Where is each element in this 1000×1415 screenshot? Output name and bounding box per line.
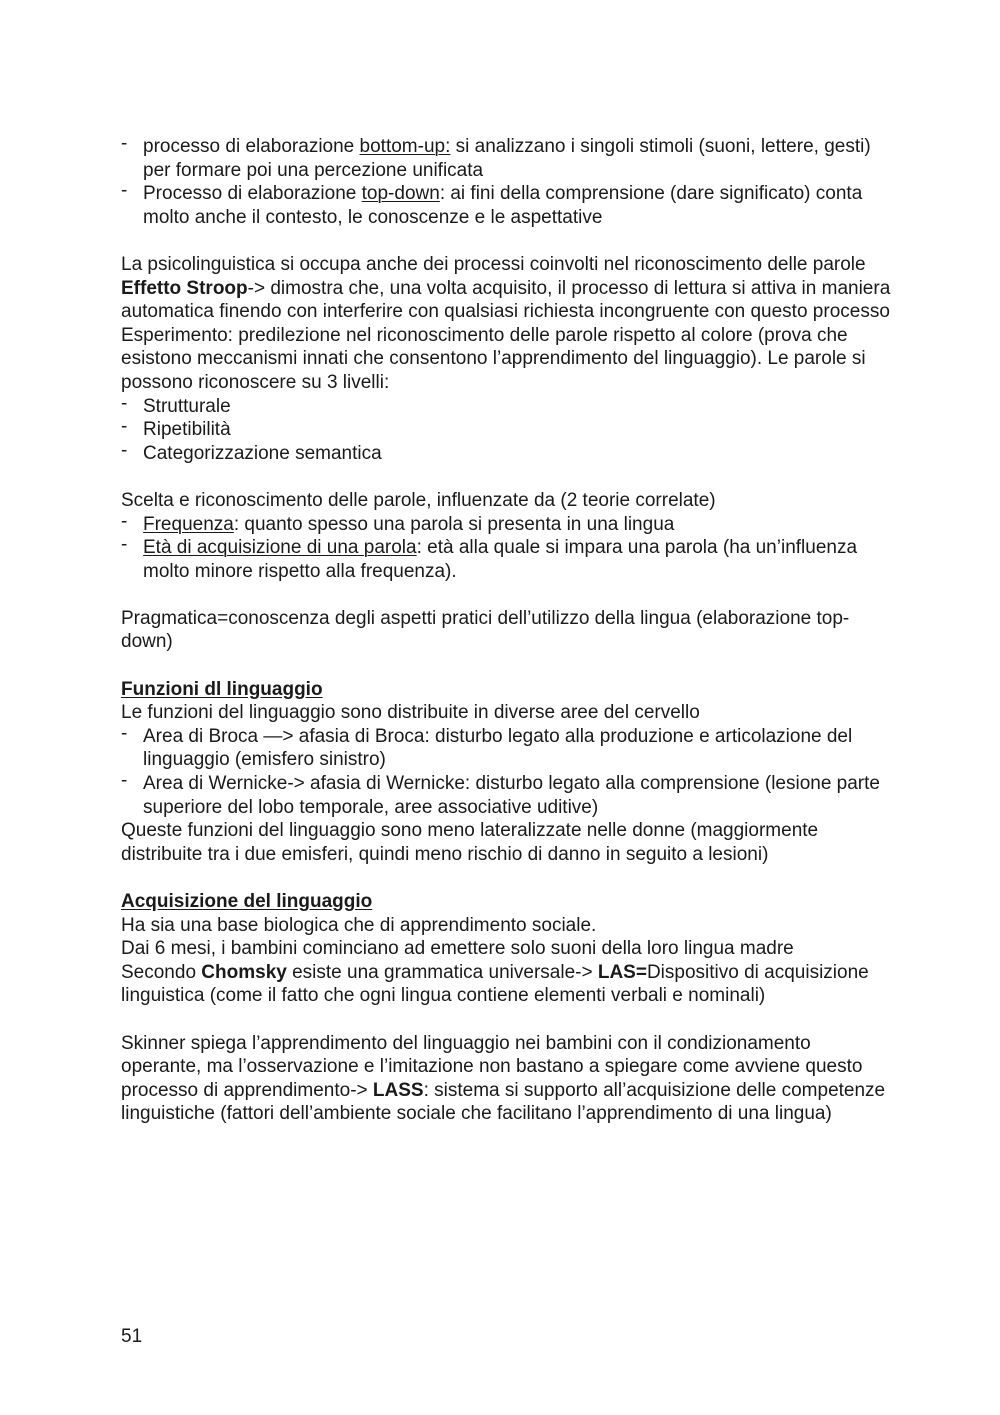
choice-list <box>121 513 891 584</box>
paragraph: La psicolinguistica si occupa anche dei processi coinvolti nel riconoscimento delle parole <box>121 253 866 275</box>
brain-areas-list <box>121 725 891 819</box>
bold-term: LAS= <box>597 961 647 983</box>
spacer <box>121 1008 891 1032</box>
spacer <box>121 229 891 253</box>
underlined-term: Età di acquisizione di una parola <box>143 537 417 559</box>
list-item <box>121 182 891 229</box>
processing-list <box>121 135 891 229</box>
bold-term: Effetto Stroop <box>121 277 248 299</box>
underlined-term: Frequenza <box>143 513 234 535</box>
bold-term: Chomsky <box>201 961 287 983</box>
chomsky-paragraph <box>121 961 891 1008</box>
list-item: - Area di Wernicke-> afasia di Wernicke: disturbo legato alla comprensione (lesione parte superiore del lobo temporale, aree associative uditive) <box>121 772 891 819</box>
underlined-term: bottom-up: <box>359 136 451 157</box>
experiment-paragraph: Esperimento: predilezione nel riconoscimento delle parole rispetto al colore (prova che esistono meccanismi innati che consentono l’apprendimento del linguaggio). Le parole si possono riconoscere su 3 livelli: <box>121 324 866 393</box>
item-text: : ai fini della comprensione (dare significato) conta molto anche il contesto, le conoscenze e le aspettative <box>143 183 863 228</box>
item-text: : quanto spesso una parola si presenta in una lingua <box>233 513 675 535</box>
paragraph-text: -> dimostra che, una volta acquisito, il processo di lettura si attiva in maniera automatica finendo con interferire con qualsiasi richiesta incongruente con questo processo <box>121 277 891 323</box>
list-item: - Strutturale <box>121 395 891 419</box>
pragmatics-paragraph: Pragmatica=conoscenza degli aspetti pratici dell’utilizzo della lingua (elaborazione top-down) <box>121 607 850 653</box>
page-content <box>121 135 891 1126</box>
list-item: - Area di Broca —> afasia di Broca: disturbo legato alla produzione e articolazione del linguaggio (emisfero sinistro) <box>121 725 891 772</box>
paragraph-text: : sistema si supporto all’acquisizione delle competenze linguistiche (fattori dell’ambiente sociale che facilitano l’apprendimento di una lingua) <box>121 1079 886 1125</box>
list-item <box>121 513 891 537</box>
list-item: - Ripetibilità <box>121 418 891 442</box>
paragraph: Ha sia una base biologica che di apprendimento sociale. <box>121 914 597 936</box>
spacer <box>121 866 891 890</box>
functions-outro: Queste funzioni del linguaggio sono meno lateralizzate nelle donne (maggiormente distribuite tra i due emisferi, quindi meno rischio di danno in seguito a lesioni) <box>121 820 819 865</box>
paragraph-text: Dispositivo di acquisizione linguistica (come il fatto che ogni lingua contiene elementi verbali e nominali) <box>121 961 869 1007</box>
list-item: - Categorizzazione semantica <box>121 442 891 466</box>
spacer <box>121 654 891 678</box>
section-heading: Funzioni dl linguaggio <box>121 678 323 700</box>
spacer <box>121 583 891 607</box>
levels-list <box>121 395 891 466</box>
item-text: : età alla quale si impara una parola (ha un’influenza molto minore rispetto alla frequenza). <box>143 537 858 582</box>
choice-intro: Scelta e riconoscimento delle parole, influenzate da (2 teorie correlate) <box>121 489 716 511</box>
underlined-term: top-down <box>361 183 440 205</box>
page-number: 51 <box>121 1326 143 1347</box>
section-heading: Acquisizione del linguaggio <box>121 891 373 912</box>
item-text: Processo di elaborazione <box>143 183 362 205</box>
stroop-paragraph <box>121 277 891 324</box>
paragraph-text: Secondo <box>121 961 202 983</box>
item-text: si analizzano i singoli stimoli (suoni, lettere, gesti) per formare poi una percezione unificata <box>143 136 871 181</box>
paragraph-text: Skinner spiega l’apprendimento del linguaggio nei bambini con il condizionamento operante, ma l’osservazione e l’imitazione non bastano a spiegare come avviene questo processo di apprendimento-> <box>121 1032 863 1101</box>
skinner-paragraph <box>121 1032 891 1126</box>
functions-intro: Le funzioni del linguaggio sono distribuite in diverse aree del cervello <box>121 702 700 724</box>
item-text: processo di elaborazione <box>143 136 360 157</box>
bold-term: LASS <box>372 1079 424 1101</box>
paragraph-text: esiste una grammatica universale-> <box>286 961 598 983</box>
list-item <box>121 135 891 182</box>
spacer <box>121 465 891 489</box>
list-item <box>121 536 891 583</box>
paragraph: Dai 6 mesi, i bambini cominciano ad emettere solo suoni della loro lingua madre <box>121 938 794 960</box>
